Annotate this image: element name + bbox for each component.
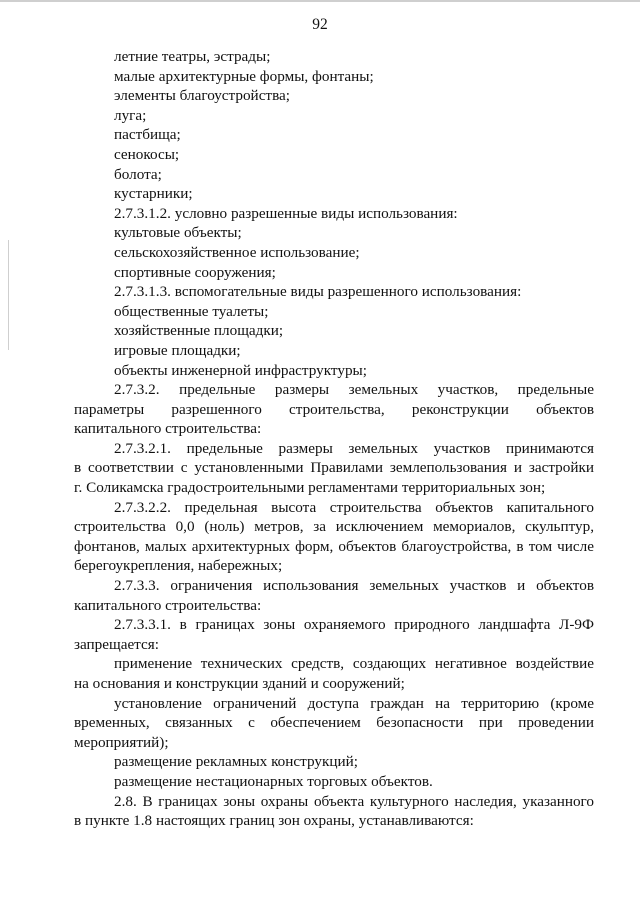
text-line: 2.7.3.1.2. условно разрешенные виды использования:: [114, 204, 458, 222]
text-line: объекты инженерной инфраструктуры;: [114, 361, 367, 379]
text-line: временных, связанных с обеспечением безопасности при проведении: [74, 714, 594, 732]
text-line: общественные туалеты;: [114, 302, 269, 320]
text-line: установление ограничений доступа граждан на территорию (кроме: [114, 694, 594, 712]
text-line: капитального строительства:: [74, 420, 262, 438]
text-line: 2.7.3.2.1. предельные размеры земельных участков принимаются: [114, 439, 594, 457]
text-line: болота;: [114, 165, 162, 183]
text-line: в пункте 1.8 настоящих границ зон охраны, устанавливаются:: [74, 812, 474, 830]
text-line: летние театры, эстрады;: [114, 48, 271, 65]
text-line: мероприятий);: [74, 733, 169, 751]
text-line: размещение нестационарных торговых объектов.: [114, 772, 433, 790]
text-line: применение технических средств, создающих негативное воздействие: [114, 655, 594, 673]
text-line: 2.7.3.2. предельные размеры земельных участков, предельные: [114, 381, 594, 399]
text-line: луга;: [114, 106, 147, 124]
text-line: малые архитектурные формы, фонтаны;: [114, 67, 374, 85]
text-line: в соответствии с установленными Правилами землепользования и застройки: [74, 459, 594, 477]
text-line: кустарники;: [114, 185, 193, 203]
document-body: [74, 47, 594, 831]
text-line: сельскохозяйственное использование;: [114, 243, 360, 261]
text-line: 2.7.3.1.3. вспомогательные виды разрешенного использования:: [114, 283, 522, 301]
text-line: 2.7.3.3. ограничения использования земельных участков и объектов: [114, 577, 594, 595]
text-line: элементы благоустройства;: [114, 87, 290, 105]
text-line: запрещается:: [74, 635, 159, 653]
text-line: параметры разрешенного строительства, реконструкции объектов: [74, 400, 594, 418]
text-line: берегоукрепления, набережных;: [74, 557, 283, 575]
text-line: капитального строительства:: [74, 596, 262, 614]
text-line: строительства 0,0 (ноль) метров, за исключением мемориалов, скульптур,: [74, 518, 594, 536]
text-line: пастбища;: [114, 126, 181, 144]
page-number: 92: [312, 16, 328, 33]
text-line: фонтанов, малых архитектурных форм, объектов благоустройства, в том числе: [74, 537, 594, 555]
scan-edge-mark-top: [0, 0, 640, 2]
text-line: сенокосы;: [114, 145, 180, 163]
text-line: 2.8. В границах зоны охраны объекта культурного наследия, указанного: [114, 792, 594, 810]
text-line: культовые объекты;: [114, 224, 242, 242]
text-line: размещение рекламных конструкций;: [114, 753, 358, 771]
scan-edge-mark-left: [8, 240, 9, 350]
text-line: г. Соликамска градостроительными регламентами территориальных зон;: [74, 479, 546, 497]
text-line: 2.7.3.2.2. предельная высота строительства объектов капитального: [114, 498, 594, 516]
text-line: хозяйственные площадки;: [114, 322, 284, 340]
text-line: на основания и конструкции зданий и сооружений;: [74, 675, 405, 692]
text-line: игровые площадки;: [114, 341, 241, 359]
text-line: 2.7.3.3.1. в границах зоны охраняемого природного ландшафта Л-9Ф: [114, 616, 594, 634]
text-line: спортивные сооружения;: [114, 263, 276, 281]
